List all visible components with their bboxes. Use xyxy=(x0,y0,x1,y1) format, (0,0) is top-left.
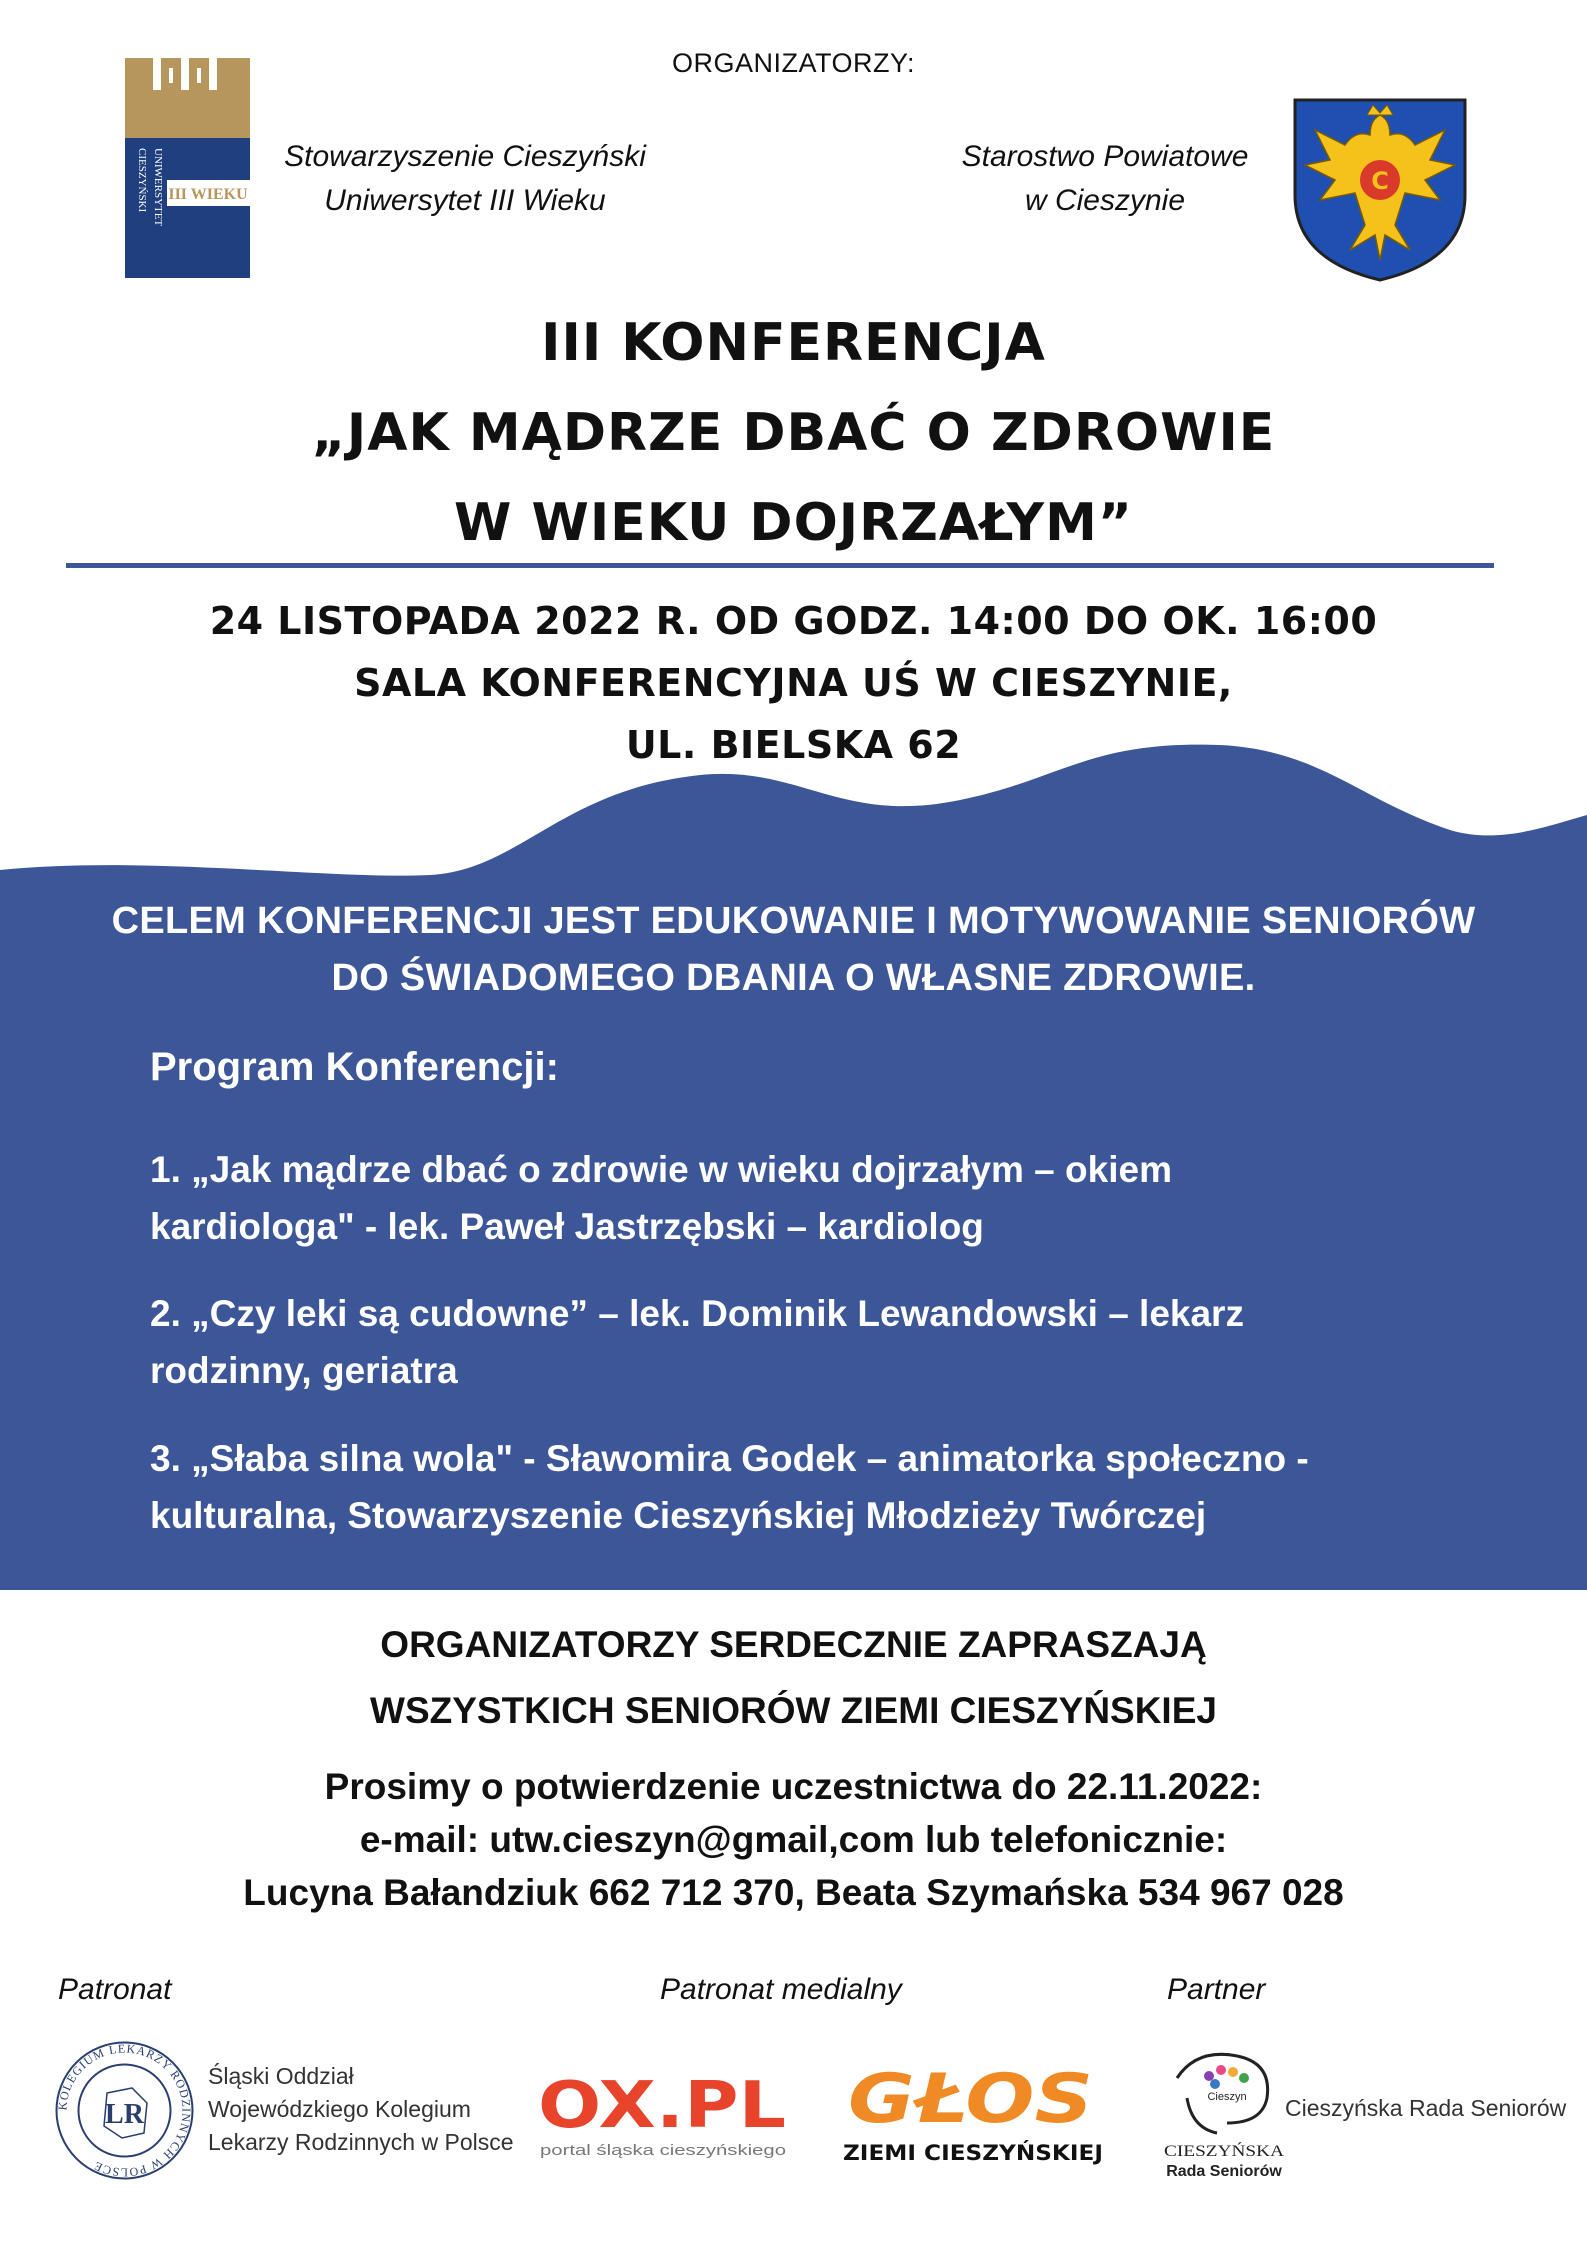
program-item-line1: 1. „Jak mądrze dbać o zdrowie w wieku dojrzałym – okiem xyxy=(150,1149,1172,1190)
utw-logo-badge: III WIEKU xyxy=(168,186,248,203)
invitation-line1: ORGANIZATORZY SERDECZNIE ZAPRASZAJĄ xyxy=(380,1624,1207,1665)
kolegium-ring-text: KOLEGIUM LEKARZY RODZINNYCH W POLSCE xyxy=(55,2041,194,2180)
rada-logo-top: Cieszyn xyxy=(1207,2091,1247,2103)
partner-label: Partner xyxy=(1167,1973,1266,2006)
program-item xyxy=(150,1430,1470,1544)
program-item-line2: rodzinny, geriatra xyxy=(150,1350,458,1391)
utw-logo-vertical-left: CIESZYŃSKI xyxy=(136,148,148,213)
glos-logo-text: GŁOS xyxy=(848,2060,1093,2139)
crest-letter: C xyxy=(1371,167,1389,195)
program-item-line2: kardiologa" - lek. Paweł Jastrzębski – kardiolog xyxy=(150,1206,984,1247)
contact-line1: Prosimy o potwierdzenie uczestnictwa do 22.11.2022: xyxy=(324,1766,1263,1807)
program-item-line1: 2. „Czy leki są cudowne” – lek. Dominik Lewandowski – lekarz xyxy=(150,1293,1244,1334)
contact-email-line: e-mail: utw.cieszyn@gmail,com lub telefonicznie: xyxy=(359,1819,1228,1860)
rada-seniorow-logo xyxy=(1157,2038,1292,2188)
patronage-label: Patronat xyxy=(58,1973,172,2006)
right-organizer-line2: w Cieszynie xyxy=(1024,184,1186,217)
right-organizer-line1: Starostwo Powiatowe xyxy=(961,140,1249,173)
cieszyn-county-crest-icon xyxy=(1275,75,1485,285)
left-organizer-name xyxy=(265,135,665,223)
glos-tagline: ZIEMI CIESZYŃSKIEJ xyxy=(843,2141,1079,2165)
oxpl-logo-text: OX.PL xyxy=(538,2069,786,2143)
kolegium-line3: Lekarzy Rodzinnych w Polsce xyxy=(208,2129,514,2155)
title-line1: III KONFERENCJA xyxy=(541,313,1046,373)
conference-purpose xyxy=(50,893,1537,1007)
program-item xyxy=(150,1285,1470,1399)
event-venue: SALA KONFERENCYJNA UŚ W CIESZYNIE, xyxy=(354,661,1233,705)
program-heading: Program Konferencji: xyxy=(150,1045,559,1089)
purpose-line1: CELEM KONFERENCJI JEST EDUKOWANIE I MOTYWOWANIE SENIORÓW xyxy=(111,900,1476,942)
title-line3: W WIEKU DOJRZAŁYM” xyxy=(454,493,1133,553)
oxpl-tagline: portal śląska cieszyńskiego xyxy=(540,2142,786,2159)
organizers-label: ORGANIZATORZY: xyxy=(671,48,916,78)
program-item-line2: kulturalna, Stowarzyszenie Cieszyńskiej Młodzieży Twórczej xyxy=(150,1495,1207,1536)
right-organizer-name xyxy=(930,135,1280,223)
invitation xyxy=(0,1612,1587,1744)
title-divider xyxy=(66,563,1494,568)
media-patronage-label: Patronat medialny xyxy=(660,1973,902,2006)
rada-logo-line2: Rada Seniorów xyxy=(1166,2163,1282,2180)
contact-info xyxy=(0,1760,1587,1919)
utw-logo xyxy=(125,58,250,278)
kolegium-line1: Śląski Oddział xyxy=(208,2063,354,2089)
event-date: 24 LISTOPADA 2022 R. OD GODZ. 14:00 DO OK. 16:00 xyxy=(209,599,1378,643)
conference-title xyxy=(0,298,1587,568)
event-address: UL. BIELSKA 62 xyxy=(625,723,962,767)
utw-logo-vertical-right: UNIWERSYTET xyxy=(152,148,164,227)
glos-logo xyxy=(838,2060,1108,2170)
invitation-line2: WSZYSTKICH SENIORÓW ZIEMI CIESZYŃSKIEJ xyxy=(370,1690,1217,1731)
kolegium-mark: LR xyxy=(105,2099,144,2130)
program-item xyxy=(150,1141,1470,1255)
program-item-line1: 3. „Słaba silna wola" - Sławomira Godek – animatorka społeczno - xyxy=(150,1438,1309,1479)
oxpl-logo xyxy=(538,2065,788,2165)
kolegium-name xyxy=(208,2060,514,2159)
left-organizer-line1: Stowarzyszenie Cieszyński xyxy=(284,140,646,173)
kolegium-line2: Wojewódzkiego Kolegium xyxy=(208,2096,471,2122)
title-line2: „JAK MĄDRZE DBAĆ O ZDROWIE xyxy=(311,403,1276,463)
rada-logo-line1: CIESZYŃSKA xyxy=(1164,2143,1264,2160)
rada-seniorow-name: Cieszyńska Rada Seniorów xyxy=(1285,2095,1567,2121)
contact-phones-line: Lucyna Bałandziuk 662 712 370, Beata Szymańska 534 967 028 xyxy=(243,1872,1344,1913)
kolegium-logo xyxy=(52,2038,197,2183)
left-organizer-line2: Uniwersytet III Wieku xyxy=(324,184,606,217)
purpose-line2: DO ŚWIADOMEGO DBANIA O WŁASNE ZDROWIE. xyxy=(331,957,1256,999)
